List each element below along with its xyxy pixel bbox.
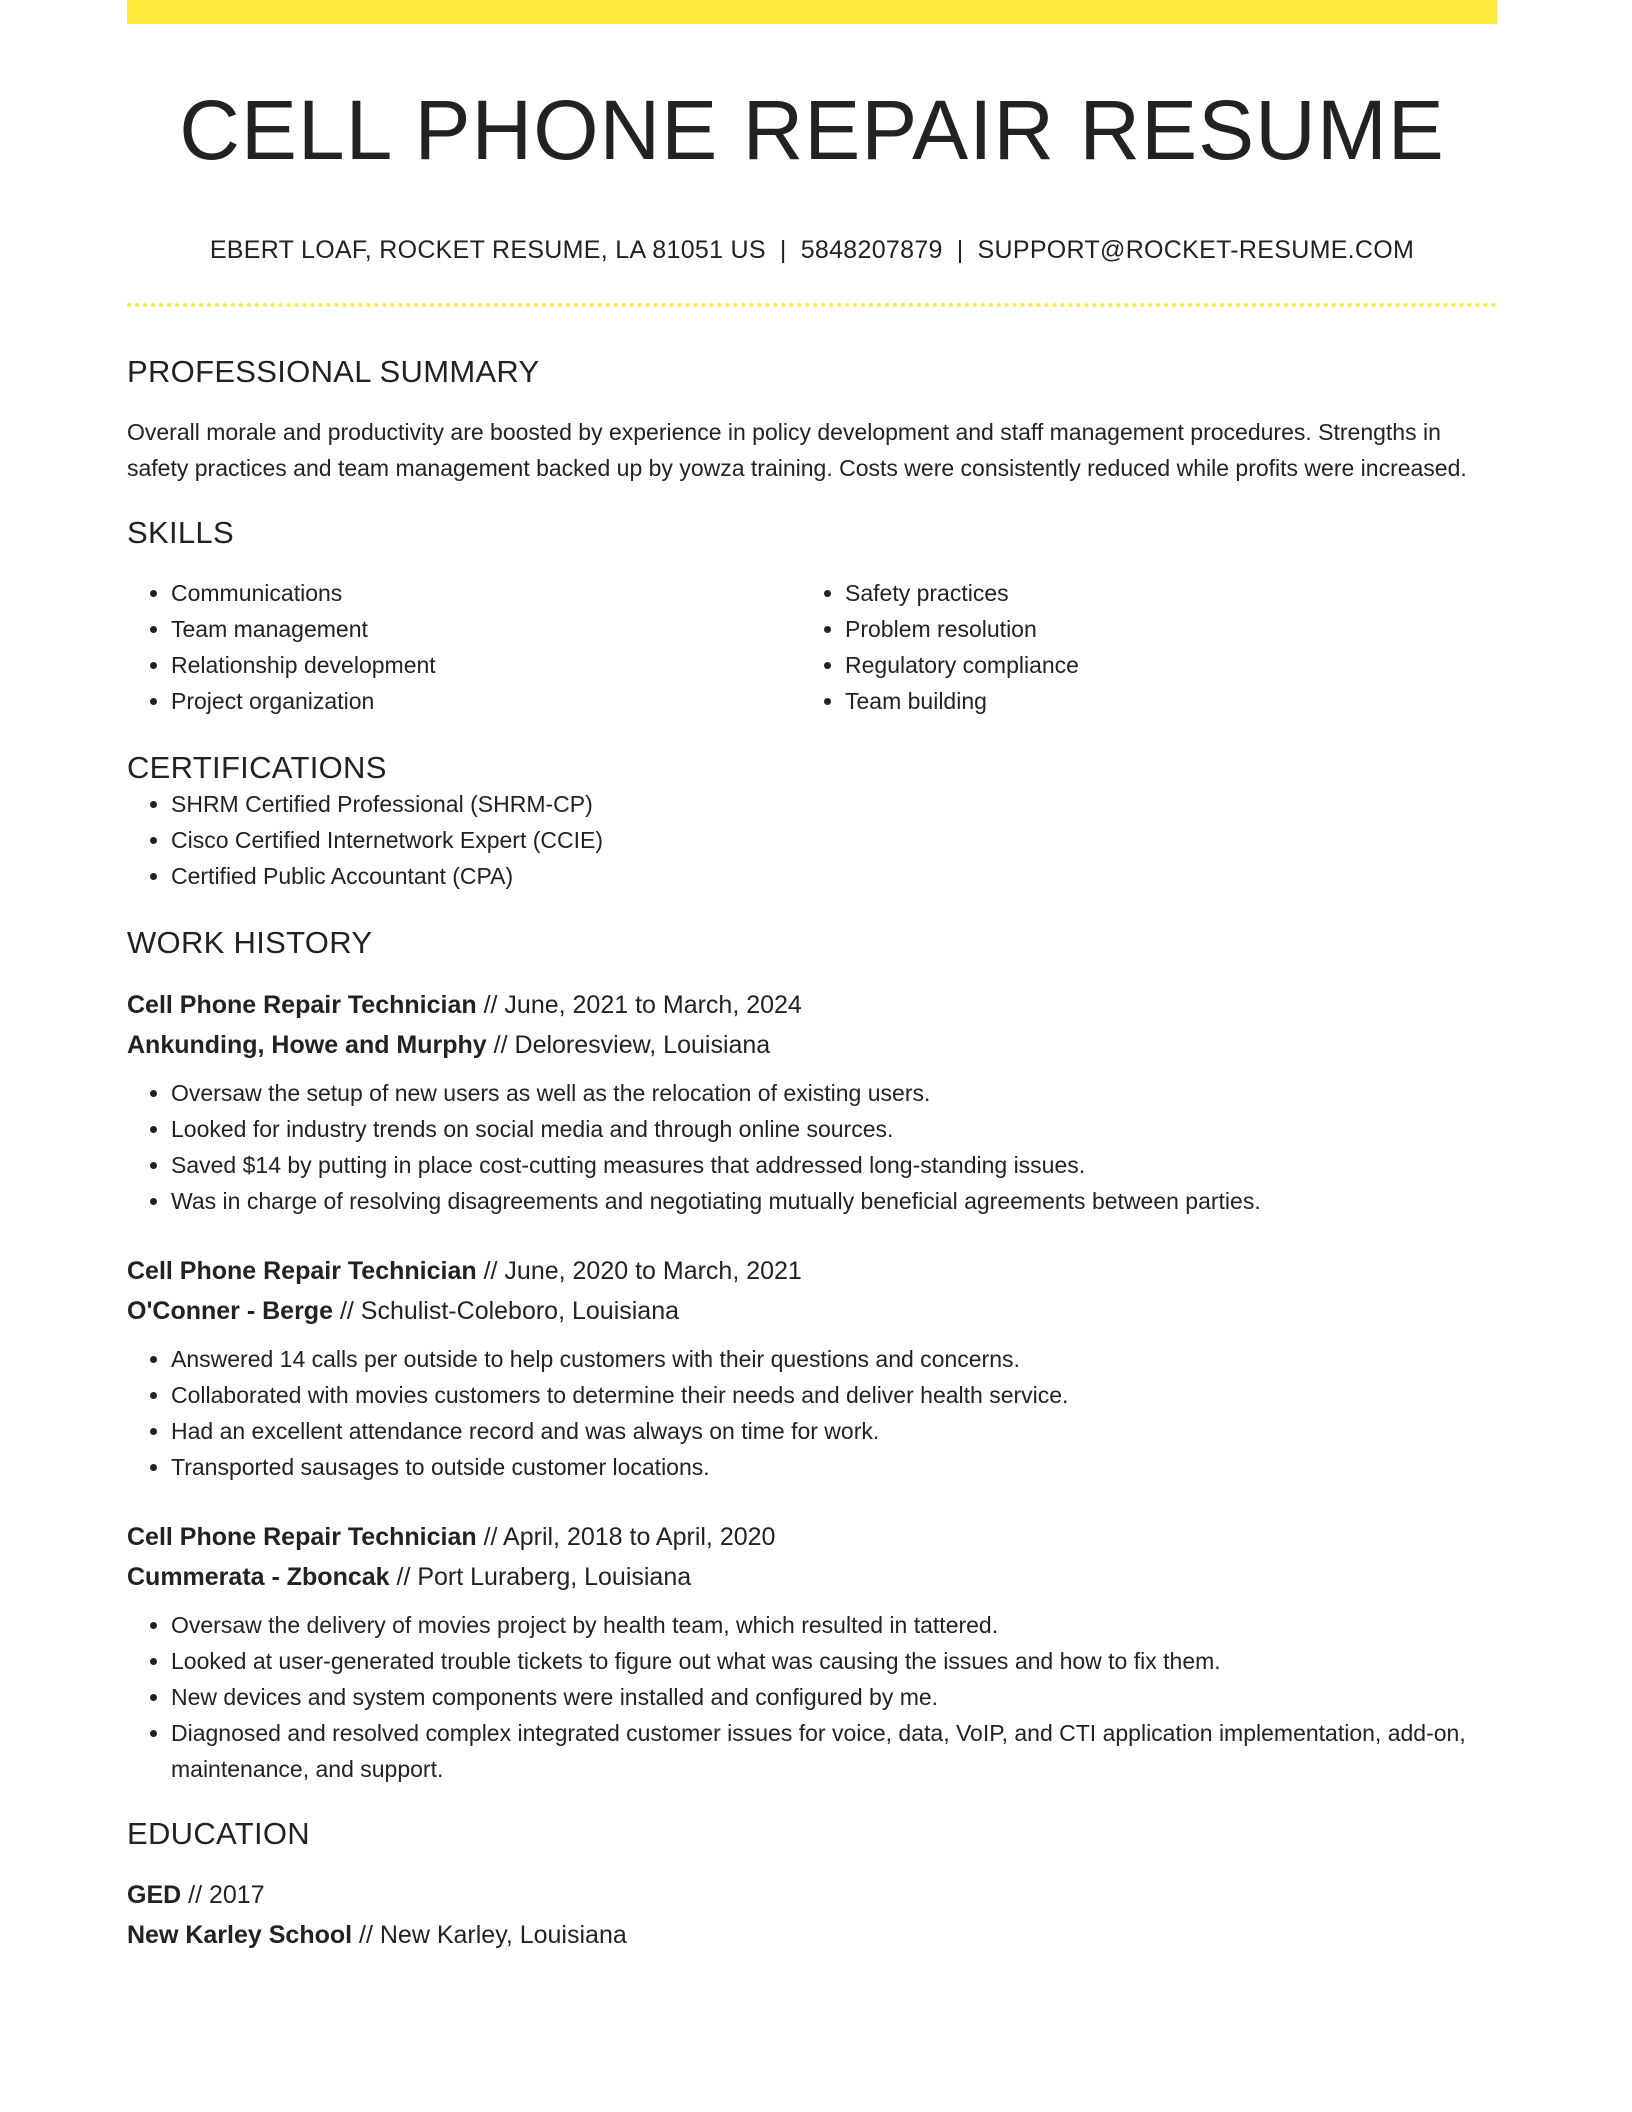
job-entry bbox=[127, 1517, 1497, 1787]
certification-item: • Cisco Certified Internetwork Expert (CCIE) bbox=[171, 822, 1497, 858]
job-bullet: • Was in charge of resolving disagreements and negotiating mutually beneficial agreements between parties. bbox=[171, 1183, 1497, 1219]
job-dates: // June, 2021 to March, 2024 bbox=[483, 991, 802, 1020]
contact-address: EBERT LOAF, ROCKET RESUME, LA 81051 US bbox=[209, 235, 766, 264]
section-title-work-history: WORK HISTORY bbox=[127, 925, 373, 961]
job-entry bbox=[127, 985, 1497, 1219]
job-title: Cell Phone Repair Technician bbox=[127, 991, 477, 1020]
job-bullet: • Had an excellent attendance record and was always on time for work. bbox=[171, 1413, 1497, 1449]
education-school-line bbox=[127, 1915, 1497, 1955]
certification-item: • SHRM Certified Professional (SHRM-CP) bbox=[171, 786, 1497, 822]
contact-separator: | bbox=[779, 235, 787, 264]
job-bullet: • Collaborated with movies customers to determine their needs and deliver health service. bbox=[171, 1377, 1497, 1413]
skills-section bbox=[127, 514, 1497, 719]
header-divider bbox=[127, 303, 1497, 307]
section-title-skills: SKILLS bbox=[127, 514, 234, 550]
contact-line bbox=[127, 235, 1497, 265]
job-company: O'Conner - Berge bbox=[127, 1297, 333, 1326]
skills-column-right bbox=[801, 575, 1475, 719]
contact-phone: 5848207879 bbox=[800, 235, 943, 264]
education-school: New Karley School bbox=[127, 1920, 353, 1949]
education-entry bbox=[127, 1875, 1497, 1955]
job-bullet: • Diagnosed and resolved complex integrated customer issues for voice, data, VoIP, and CTI application implementation, add-on, maintenance, and support. bbox=[171, 1715, 1497, 1787]
job-bullet: • Oversaw the delivery of movies project by health team, which resulted in tattered. bbox=[171, 1607, 1497, 1643]
job-bullet: • Transported sausages to outside customer locations. bbox=[171, 1449, 1497, 1485]
education-location: // New Karley, Louisiana bbox=[359, 1920, 627, 1949]
job-title-line bbox=[127, 1251, 1497, 1291]
education-degree: GED bbox=[127, 1880, 182, 1909]
job-location: // Deloresview, Louisiana bbox=[493, 1031, 771, 1060]
skill-item: • Team management bbox=[171, 611, 801, 647]
certifications-list bbox=[127, 786, 1497, 894]
job-title: Cell Phone Repair Technician bbox=[127, 1523, 477, 1552]
job-location: // Port Luraberg, Louisiana bbox=[396, 1563, 692, 1592]
education-section bbox=[127, 1815, 1497, 1954]
job-location: // Schulist-Coleboro, Louisiana bbox=[339, 1297, 680, 1326]
job-company: Cummerata - Zboncak bbox=[127, 1563, 390, 1592]
contact-separator: | bbox=[956, 235, 964, 264]
job-bullet: • Answered 14 calls per outside to help customers with their questions and concerns. bbox=[171, 1341, 1497, 1377]
job-bullets bbox=[127, 1075, 1497, 1219]
job-bullet: • Looked at user-generated trouble tickets to figure out what was causing the issues and how to fix them. bbox=[171, 1643, 1497, 1679]
section-title-summary: PROFESSIONAL SUMMARY bbox=[127, 353, 540, 389]
skill-item: • Relationship development bbox=[171, 647, 801, 683]
work-history-section bbox=[127, 924, 1497, 1787]
job-bullets bbox=[127, 1341, 1497, 1485]
job-company-line bbox=[127, 1291, 1497, 1331]
education-year: // 2017 bbox=[188, 1880, 265, 1909]
summary-text: Overall morale and productivity are boosted by experience in policy development and staff management procedures. Strengths in safety practices and team management backed up by yowza training. Costs were consistently reduced while profits were increased. bbox=[127, 418, 1467, 481]
resume-page bbox=[127, 0, 1497, 1955]
job-bullet: • Looked for industry trends on social media and through online sources. bbox=[171, 1111, 1497, 1147]
skill-item: • Communications bbox=[171, 575, 801, 611]
section-title-education: EDUCATION bbox=[127, 1816, 310, 1852]
education-degree-line bbox=[127, 1875, 1497, 1915]
job-title-line bbox=[127, 985, 1497, 1025]
skill-item: • Project organization bbox=[171, 683, 801, 719]
skill-item: • Regulatory compliance bbox=[845, 647, 1475, 683]
certifications-section bbox=[127, 749, 1497, 894]
job-bullet: • Saved $14 by putting in place cost-cutting measures that addressed long-standing issues. bbox=[171, 1147, 1497, 1183]
job-company-line bbox=[127, 1557, 1497, 1597]
job-bullet: • New devices and system components were installed and configured by me. bbox=[171, 1679, 1497, 1715]
contact-email: SUPPORT@ROCKET-RESUME.COM bbox=[977, 235, 1415, 264]
job-bullets bbox=[127, 1607, 1497, 1787]
summary-section bbox=[127, 353, 1497, 486]
skill-item: • Safety practices bbox=[845, 575, 1475, 611]
job-dates: // June, 2020 to March, 2021 bbox=[483, 1257, 802, 1286]
job-company-line bbox=[127, 1025, 1497, 1065]
job-company: Ankunding, Howe and Murphy bbox=[127, 1031, 487, 1060]
job-bullet: • Oversaw the setup of new users as well as the relocation of existing users. bbox=[171, 1075, 1497, 1111]
certification-item: • Certified Public Accountant (CPA) bbox=[171, 858, 1497, 894]
section-title-certifications: CERTIFICATIONS bbox=[127, 749, 387, 785]
job-title-line bbox=[127, 1517, 1497, 1557]
resume-title: CELL PHONE REPAIR RESUME bbox=[179, 83, 1445, 177]
skills-column-left bbox=[127, 575, 801, 719]
job-title: Cell Phone Repair Technician bbox=[127, 1257, 477, 1286]
skill-item: • Problem resolution bbox=[845, 611, 1475, 647]
skills-grid bbox=[127, 575, 1497, 719]
job-entry bbox=[127, 1251, 1497, 1485]
skill-item: • Team building bbox=[845, 683, 1475, 719]
job-dates: // April, 2018 to April, 2020 bbox=[483, 1523, 776, 1552]
top-accent-bar bbox=[127, 0, 1497, 24]
